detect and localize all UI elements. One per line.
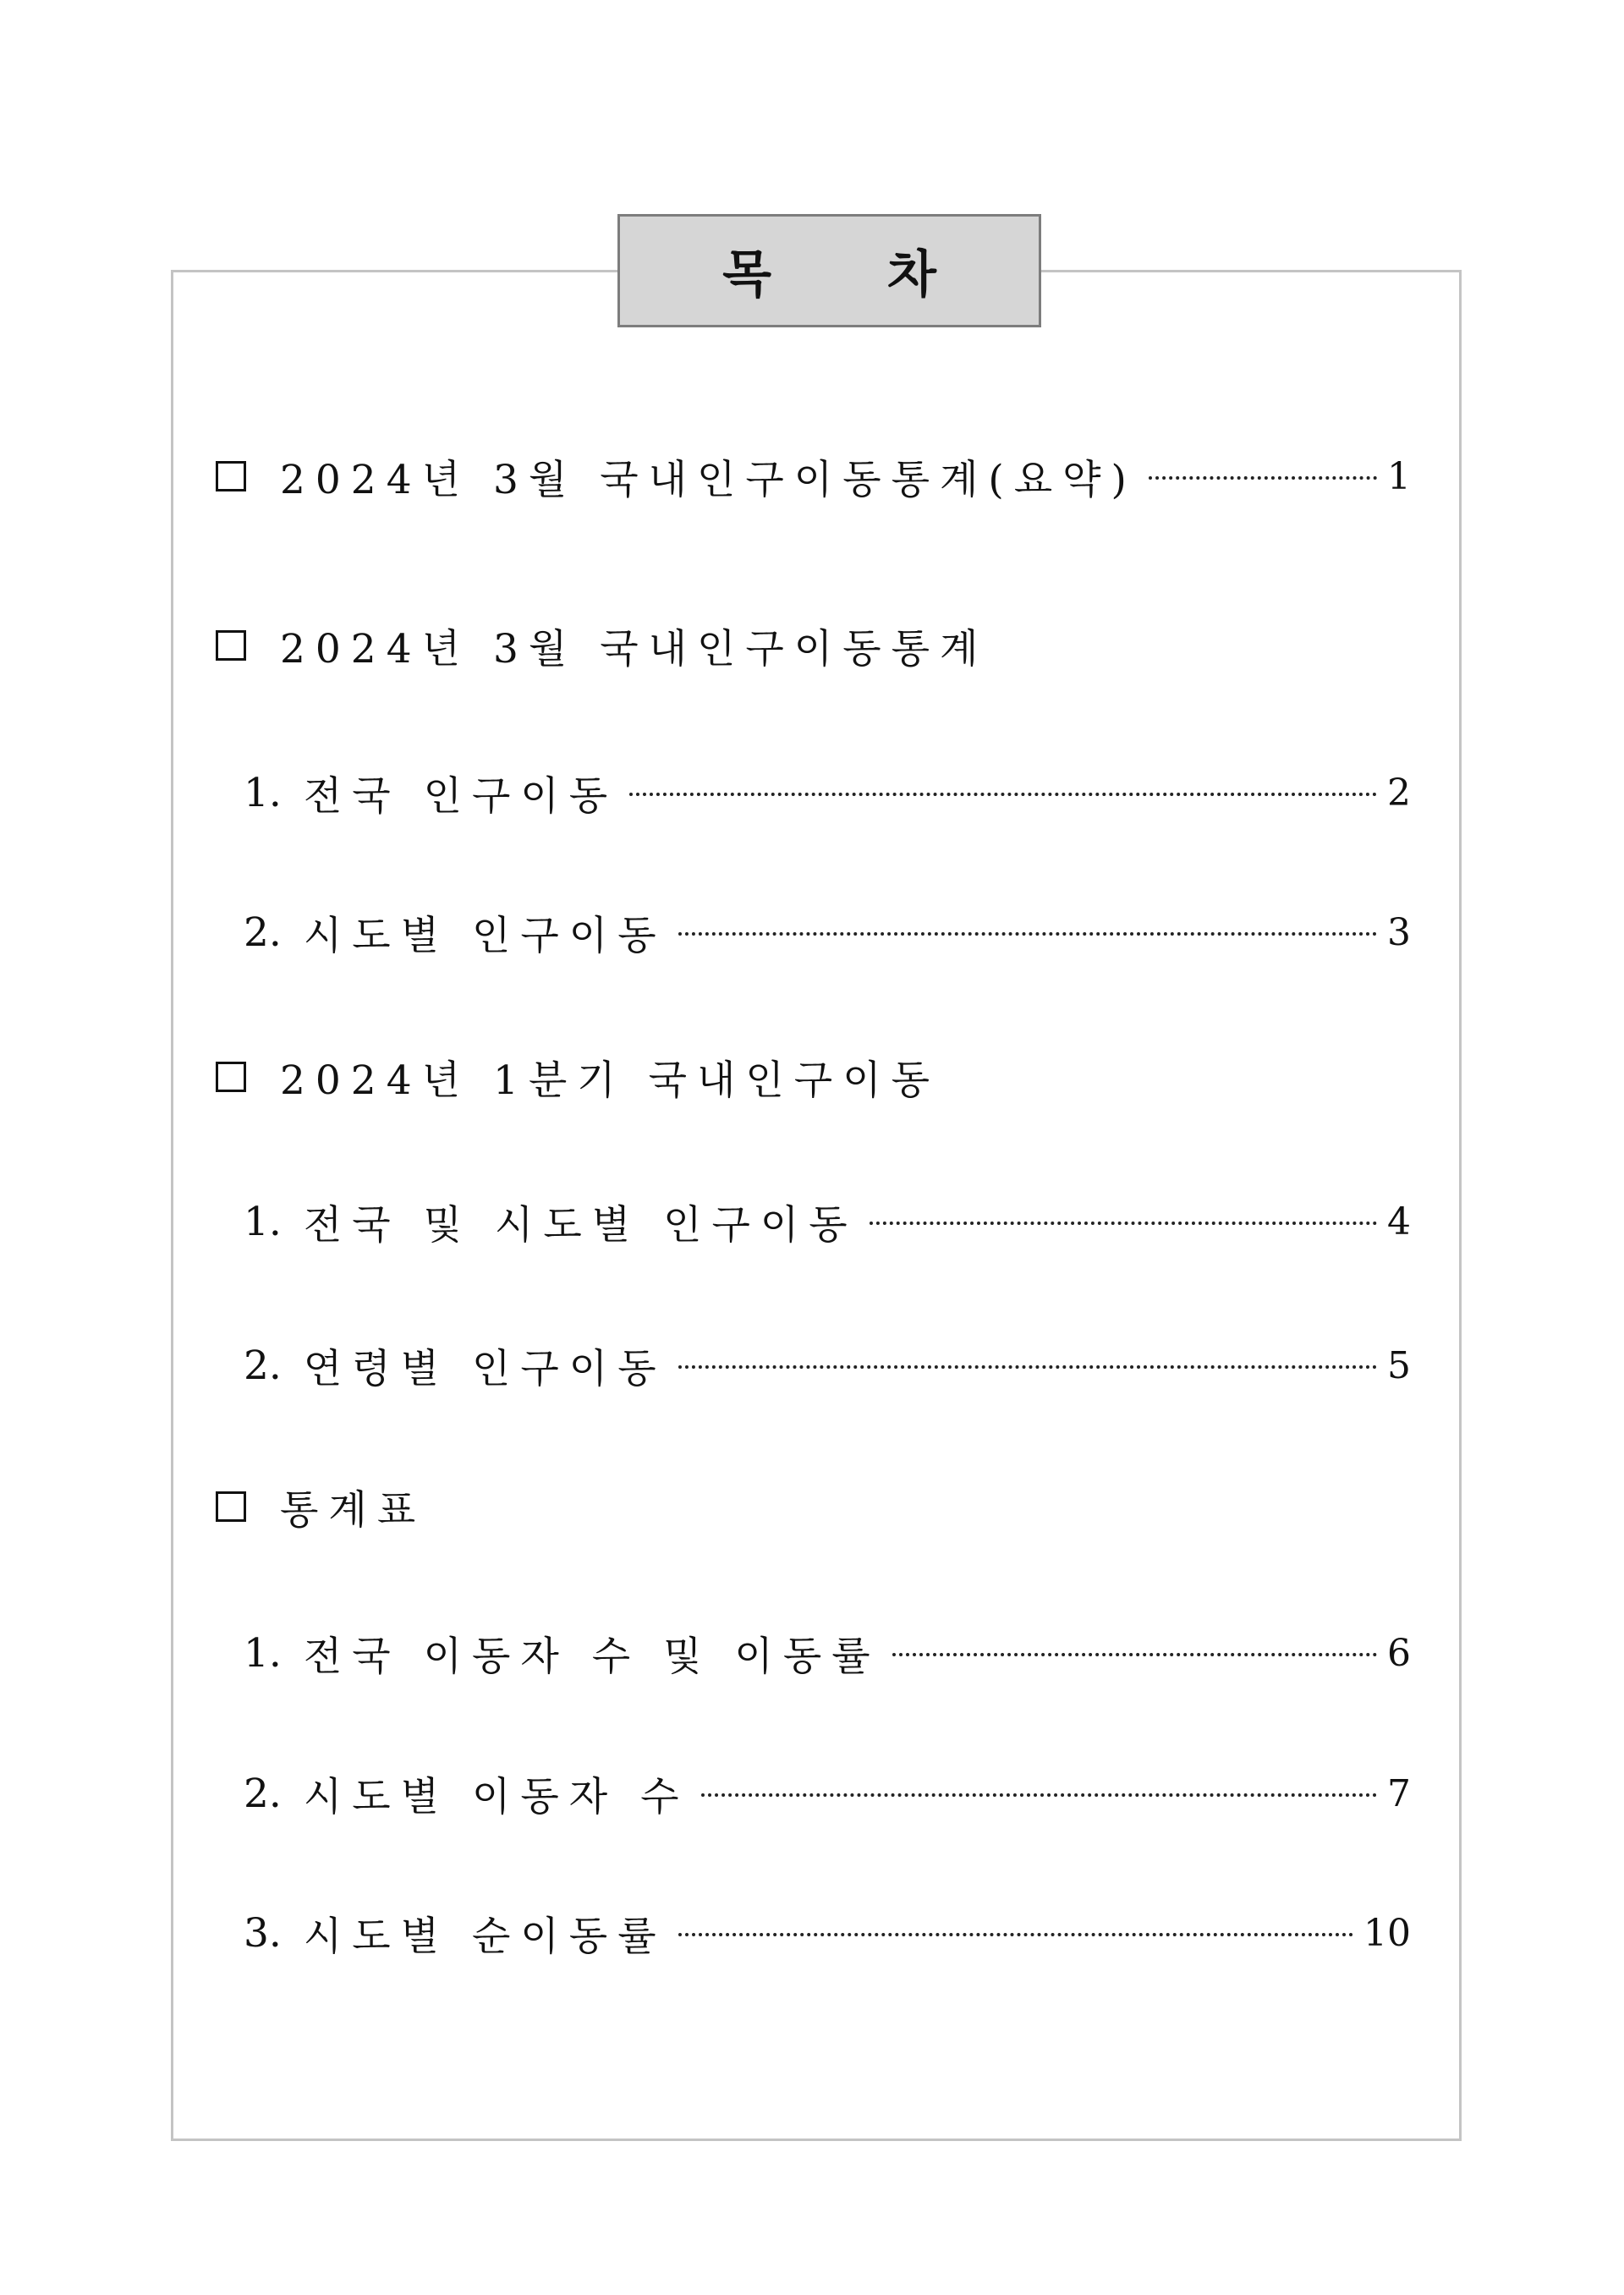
toc-entry-number: 1.	[244, 1198, 282, 1245]
toc-title-box	[617, 214, 1041, 327]
toc-section-quarterly	[216, 1051, 1411, 1102]
toc-entry-label: 전국 이동자 수 및 이동률	[303, 1633, 881, 1680]
dot-leader	[678, 932, 1377, 936]
toc-entry-quarterly-2[interactable]	[244, 1340, 1411, 1391]
toc-entry-label: 연령별 인구이동	[303, 1345, 667, 1392]
toc-entry-number: 2.	[244, 909, 282, 956]
toc-page-number: 4	[1387, 1200, 1411, 1244]
dot-leader	[701, 1793, 1377, 1797]
dot-leader	[678, 1933, 1353, 1936]
toc-section-monthly	[216, 620, 1411, 671]
toc-entry-number: 1.	[244, 1629, 282, 1677]
checkbox-square-icon	[216, 461, 246, 491]
toc-entry-label: 전국 및 시도별 인구이동	[303, 1201, 858, 1249]
dot-leader	[629, 793, 1377, 796]
toc-page-number: 5	[1387, 1343, 1411, 1387]
checkbox-square-icon	[216, 630, 246, 661]
toc-page-number: 6	[1387, 1631, 1411, 1675]
toc-entry-label: 시도별 인구이동	[303, 912, 667, 959]
toc-page-number: 2	[1387, 771, 1411, 815]
toc-page-number: 1	[1387, 454, 1411, 498]
toc-page-number: 7	[1387, 1771, 1411, 1815]
toc-entry-monthly-1[interactable]	[244, 767, 1411, 818]
toc-entry-label: 전국 인구이동	[303, 772, 618, 820]
toc-entry-number: 2.	[244, 1770, 282, 1817]
toc-entry-number: 3.	[244, 1909, 282, 1957]
toc-entry-tables-2[interactable]	[244, 1768, 1411, 1819]
toc-entry-number: 2.	[244, 1342, 282, 1389]
toc-section-heading: 2024년 1분기 국내인구이동	[280, 1057, 941, 1104]
toc-section-tables	[216, 1481, 1411, 1532]
toc-entry-number: 1.	[244, 769, 282, 816]
toc-entry-label: 2024년 3월 국내인구이동통계(요약)	[280, 456, 1137, 503]
toc-entry-monthly-2[interactable]	[244, 907, 1411, 958]
dot-leader	[892, 1653, 1377, 1656]
toc-entry-tables-1[interactable]	[244, 1628, 1411, 1678]
toc-entry-summary[interactable]	[216, 451, 1411, 502]
dot-leader	[870, 1222, 1377, 1225]
toc-page-number: 3	[1387, 910, 1411, 954]
dot-leader	[1149, 476, 1377, 480]
toc-section-heading: 2024년 3월 국내인구이동통계	[280, 625, 989, 673]
toc-entry-tables-3[interactable]	[244, 1908, 1411, 1958]
toc-page-number: 10	[1363, 1911, 1411, 1955]
toc-entry-label: 시도별 순이동률	[303, 1913, 667, 1960]
page-title: 목 차	[722, 245, 985, 305]
checkbox-square-icon	[216, 1062, 246, 1092]
toc-section-heading: 통계표	[280, 1486, 426, 1534]
toc-entry-quarterly-1[interactable]	[244, 1196, 1411, 1247]
toc-entry-label: 시도별 이동자 수	[303, 1773, 689, 1820]
dot-leader	[678, 1365, 1377, 1369]
checkbox-square-icon	[216, 1491, 246, 1522]
